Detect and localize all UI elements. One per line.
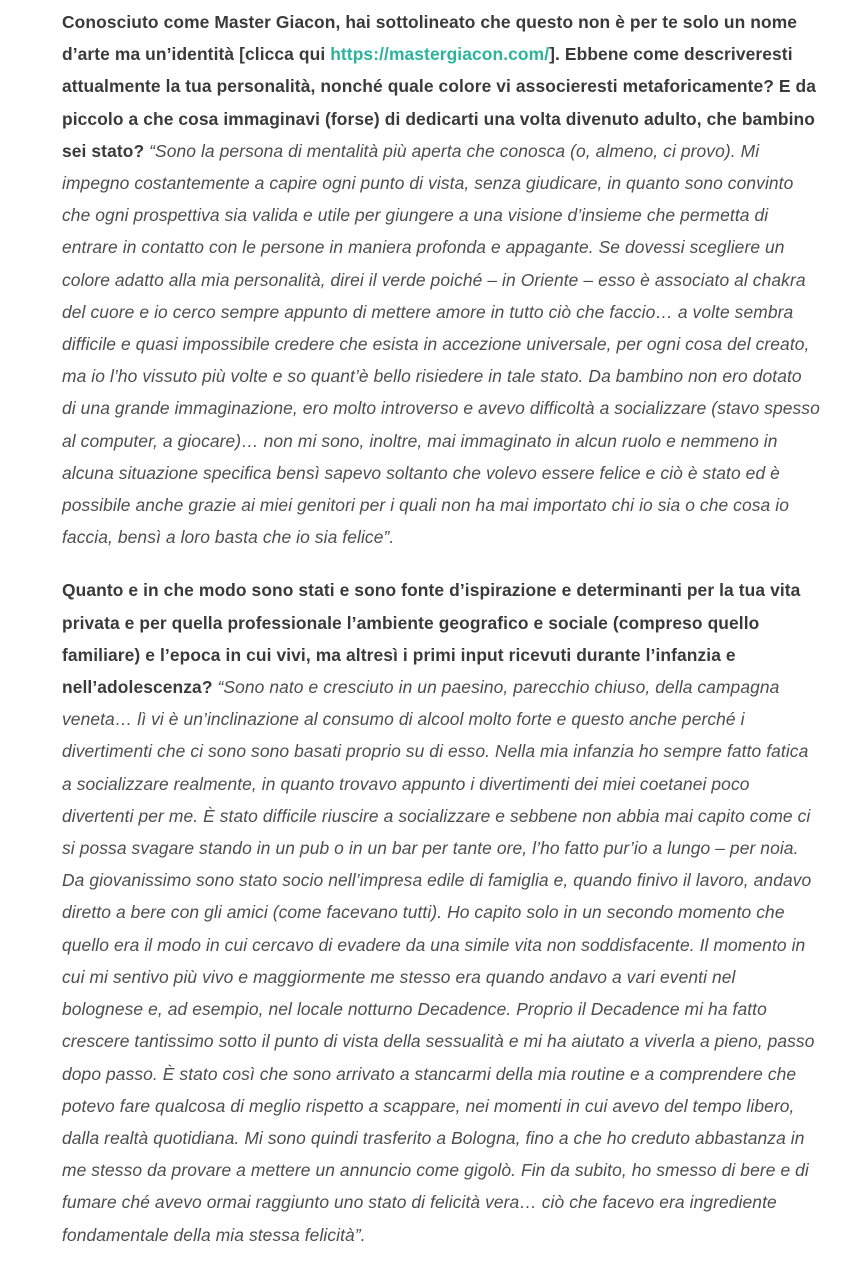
interview-paragraph-1 bbox=[62, 6, 820, 553]
question-2: Quanto e in che modo sono stati e sono fonte d’ispirazione e determinanti per la tua vita privata e per quella professionale l’ambiente geografico e sociale (compreso quello familiare) e l’epoca in cui vivi, ma altresì i primi input ricevuti durante l’infanzia e nell’adolescenza? bbox=[62, 580, 801, 698]
interview-paragraph-2 bbox=[62, 574, 820, 1250]
question-1 bbox=[62, 12, 816, 161]
article-body bbox=[62, 6, 820, 1272]
answer-2: “Sono nato e cresciuto in un paesino, parecchio chiuso, della campagna veneta… lì vi è un’inclinazione al consumo di alcool molto forte e questo anche perché i divertimenti che ci sono sono basati proprio su di esso. Nella mia infanzia ho sempre fatto fatica a socializzare realmente, in quanto trovavo appunto i divertimenti dei miei coetanei poco divertenti per me. È stato difficile riuscire a socializzare e sebbene non abbia mai capito come ci si possa svagare stando in un pub o in un bar per tante ore, l’ho fatto pur’io a lungo – per noia. Da giovanissimo sono stato socio nell’impresa edile di famiglia e, quando finivo il lavoro, andavo diretto a bere con gli amici (come facevano tutti). Ho capito solo in un secondo momento che quello era il modo in cui cercavo di evadere da una simile vita non soddisfacente. Il momento in cui mi sentivo più vivo e maggiormente me stesso era quando andavo a vari eventi nel bolognese e, ad esempio, nel locale notturno Decadence. Proprio il Decadence mi ha fatto crescere tantissimo sotto il punto di vista della sessualità e mi ha aiutato a viverla a pieno, passo dopo passo. È stato così che sono arrivato a stancarmi della mia routine e a comprendere che potevo fare qualcosa di meglio rispetto a scappare, nei momenti in cui avevo del tempo libero, dalla realtà quotidiana. Mi sono quindi trasferito a Bologna, fino a che ho creduto abbastanza in me stesso da provare a mettere un annuncio come gigolò. Fin da subito, ho smesso di bere e di fumare ché avevo ormai raggiunto uno stato di felicità vera… ciò che facevo era ingrediente fondamentale della mia stessa felicità”. bbox=[62, 677, 815, 1245]
mastergiacon-link[interactable]: https://mastergiacon.com/ bbox=[330, 44, 550, 65]
question-1-text-after-link: ]. Ebbene come descriveresti attualmente la tua personalità, nonché quale colore vi associeresti metaforicamente? E da piccolo a che cosa immaginavi (forse) di dedicarti una volta divenuto adulto, che bambino sei stato? bbox=[62, 44, 817, 161]
question-1-text-before-link: Conosciuto come Master Giacon, hai sottolineato che questo non è per te solo un nome d’arte ma un’identità [clicca qui bbox=[62, 12, 798, 65]
answer-1: “Sono la persona di mentalità più aperta che conosca (o, almeno, ci provo). Mi impegno costantemente a capire ogni punto di vista, senza giudicare, in quanto sono convinto che ogni prospettiva sia valida e utile per giungere a una visione d’insieme che permetta di entrare in contatto con le persone in maniera profonda e appagante. Se dovessi scegliere un colore adatto alla mia personalità, direi il verde poiché – in Oriente – esso è associato al chakra del cuore e io cerco sempre appunto di mettere amore in tutto ciò che faccio… a volte sembra difficile e quasi impossibile credere che esista in accezione universale, per ogni cosa del creato, ma io l’ho vissuto più volte e so quant’è bello risiedere in tale stato. Da bambino non ero dotato di una grande immaginazione, ero molto introverso e avevo difficoltà a socializzare (stavo spesso al computer, a giocare)… non mi sono, inoltre, mai immaginato in alcun ruolo e nemmeno in alcuna situazione specifica bensì sapevo soltanto che volevo essere felice e ciò è stato ed è possibile anche grazie ai miei genitori per i quali non ha mai importato chi io sia o che cosa io faccia, bensì a loro basta che io sia felice”. bbox=[62, 140, 820, 548]
